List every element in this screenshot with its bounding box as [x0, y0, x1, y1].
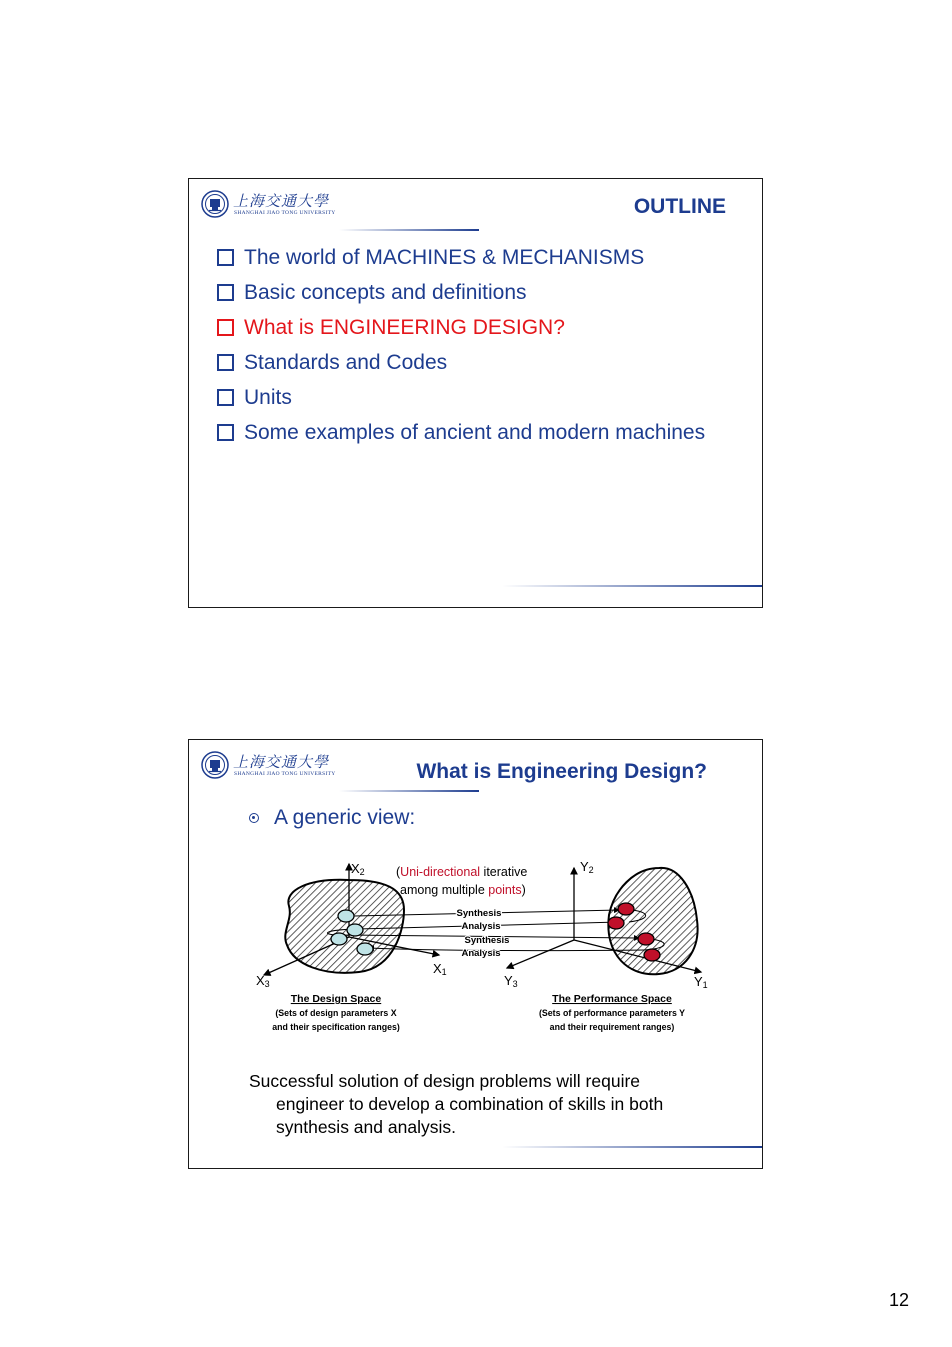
list-item	[217, 349, 705, 384]
outline-slide	[188, 178, 763, 608]
outline-list	[217, 244, 705, 454]
list-item	[217, 279, 705, 314]
checkbox-square-icon	[217, 354, 234, 371]
performance-space-subtitle: (Sets of performance parameters Y	[538, 1008, 686, 1018]
paragraph-line: Successful solution of design problems will require	[249, 1071, 641, 1091]
arrow-label: Synthesis	[464, 935, 510, 946]
performance-point	[618, 903, 634, 915]
performance-space-subtitle: and their requirement ranges)	[549, 1022, 675, 1032]
list-item-label: Units	[244, 386, 292, 409]
iteration-note-line2: among multiple points)	[400, 883, 526, 897]
header-underline	[339, 229, 479, 231]
checkbox-square-icon	[217, 319, 234, 336]
iteration-note-line1: (Uni-directional iterative	[396, 865, 528, 879]
logo-english-text: SHANGHAI JIAO TONG UNIVERSITY	[234, 210, 336, 216]
y3-axis	[507, 940, 574, 968]
design-space-region	[285, 880, 404, 973]
design-point	[357, 943, 373, 955]
list-item-label: Standards and Codes	[244, 351, 448, 374]
paragraph-continuation: engineer to develop a combination of skills in both synthesis and analysis.	[276, 1094, 664, 1137]
checkbox-square-icon	[217, 389, 234, 406]
performance-space-title: The Performance Space	[552, 993, 672, 1005]
university-logo	[201, 190, 341, 220]
performance-point	[608, 917, 624, 929]
conclusion-paragraph	[249, 1070, 729, 1139]
list-item-label: Some examples of ancient and modern machines	[244, 421, 706, 444]
design-space-subtitle: and their specification ranges)	[272, 1022, 400, 1032]
arrow-label: Analysis	[461, 921, 501, 932]
arrow-label: Analysis	[461, 948, 501, 959]
university-seal-icon	[201, 190, 229, 218]
logo-chinese-text: 上海交通大學	[233, 753, 330, 771]
note-text: among multiple	[400, 883, 489, 897]
list-item-label: Basic concepts and definitions	[244, 281, 527, 304]
slide-title: OUTLINE	[633, 195, 726, 218]
axis-label-y2: Y2	[580, 859, 594, 875]
design-point	[347, 924, 363, 936]
list-item-label: What is ENGINEERING DESIGN?	[244, 316, 565, 339]
performance-point	[644, 949, 660, 961]
analysis-arrow	[369, 948, 644, 951]
checkbox-square-icon	[217, 284, 234, 301]
list-item-active	[217, 314, 705, 349]
design-point	[331, 933, 347, 945]
performance-point	[638, 933, 654, 945]
checkbox-square-icon	[217, 424, 234, 441]
list-item-label: The world of MACHINES & MECHANISMS	[244, 246, 645, 269]
list-item	[217, 419, 705, 454]
design-space-title: The Design Space	[290, 993, 382, 1005]
footer-bar	[502, 1146, 762, 1148]
design-space-diagram	[189, 740, 764, 1060]
axis-label-x1: X1	[433, 961, 447, 977]
axis-label-x2: X2	[351, 861, 365, 877]
axis-label-x3: X3	[256, 973, 270, 989]
logo-english-text: SHANGHAI JIAO TONG UNIVERSITY	[234, 771, 336, 777]
engineering-design-slide	[188, 739, 763, 1169]
slide-title: What is Engineering Design?	[416, 760, 707, 783]
checkbox-square-icon	[217, 249, 234, 266]
note-red-text: points	[488, 883, 522, 897]
list-item	[217, 244, 705, 279]
list-item	[217, 384, 705, 419]
axis-label-y3: Y3	[504, 973, 518, 989]
design-point	[338, 910, 354, 922]
logo-chinese-text: 上海交通大學	[233, 192, 330, 210]
note-red-text: Uni-directional	[400, 865, 481, 879]
note-text: iterative	[480, 865, 528, 879]
arrow-label: Synthesis	[456, 908, 502, 919]
design-space-subtitle: (Sets of design parameters X	[275, 1008, 397, 1018]
footer-bar	[502, 585, 762, 587]
page-number: 12	[889, 1290, 910, 1310]
axis-label-y1: Y1	[694, 974, 708, 990]
bullet-text: A generic view:	[274, 806, 416, 829]
